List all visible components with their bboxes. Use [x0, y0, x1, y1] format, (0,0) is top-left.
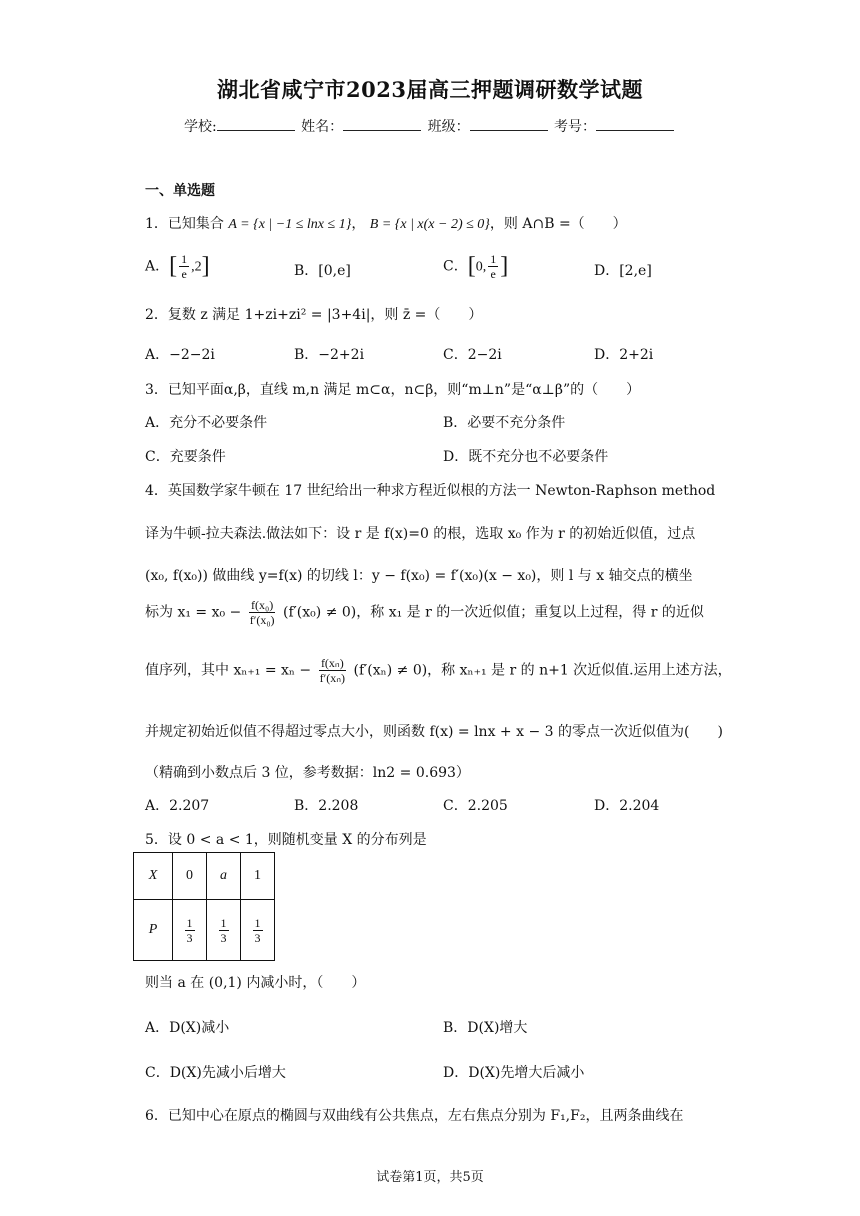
- set-a: A = {x | −1 ≤ lnx ≤ 1}: [228, 217, 352, 232]
- fraction-1-over-e: $\frac{1}{e}$: [181, 252, 188, 281]
- question-6-stem: 6．已知中心在原点的椭圆与双曲线有公共焦点，左右焦点分别为 F₁,F₂，且两条曲线在: [145, 1108, 684, 1124]
- q3-option-d[interactable]: D．既不充分也不必要条件: [443, 449, 609, 465]
- question-4-line-1: 4．英国数学家牛顿在 17 世纪给出一种求方程近似根的方法一 Newton-Raphson method: [145, 483, 716, 499]
- table-header-cell: X: [134, 853, 173, 900]
- question-4-line-7: （精确到小数点后 3 位，参考数据：ln2 = 0.693）: [145, 765, 470, 781]
- question-4-line-4: 标为 x₁ = x₀ − $\frac{\text{f(x₀)}}{\text{f′(x₀)}}$ (f′(x₀) ≠ 0)，称 x₁ 是 r 的一次近似值；重复以上过程，得 r 的近似: [145, 598, 704, 627]
- q4-option-c[interactable]: C．2.205: [443, 798, 508, 814]
- student-info-line: [0, 116, 860, 136]
- exam-no-blank[interactable]: [596, 117, 674, 131]
- table-header-cell: a: [207, 853, 241, 900]
- q1-option-a[interactable]: A．[ $\frac{1}{e}$ ,2]: [145, 252, 210, 281]
- newton-fraction-xn: $\frac{\text{f(xₙ)}}{\text{f′(xₙ)}}$: [319, 656, 346, 685]
- class-blank[interactable]: [470, 117, 548, 131]
- question-5-stem: 5．设 0 < a < 1，则随机变量 X 的分布列是: [145, 832, 427, 848]
- question-5-after: 则当 a 在 (0,1) 内减小时，（ ）: [145, 975, 366, 991]
- q4-option-b[interactable]: B．2.208: [294, 798, 359, 814]
- table-cell-prob: $\frac{1}{3}$: [241, 900, 275, 961]
- q3-option-a[interactable]: A．充分不必要条件: [145, 415, 268, 431]
- table-header-cell: 0: [173, 853, 207, 900]
- q5-option-c[interactable]: C．D(X)先减小后增大: [145, 1065, 286, 1081]
- question-4-line-3: (x₀, f(x₀)) 做曲线 y=f(x) 的切线 l：y − f(x₀) = f′(x₀)(x − x₀)，则 l 与 x 轴交点的横坐: [145, 568, 693, 584]
- q5-option-b[interactable]: B．D(X)增大: [443, 1020, 528, 1036]
- q2-option-c[interactable]: C．2−2i: [443, 347, 502, 363]
- table-row-label: P: [134, 900, 173, 961]
- question-1-stem: 1．已知集合 A = {x | −1 ≤ lnx ≤ 1}， B = {x | x(x − 2) ≤ 0}，则 A∩B =（ ）: [145, 216, 627, 232]
- newton-fraction-x0: $\frac{\text{f(x₀)}}{\text{f′(x₀)}}$: [249, 598, 275, 627]
- question-2-stem: 2．复数 z 满足 1+zi+zi² = |3+4i|，则 z̄ =（ ）: [145, 307, 483, 323]
- q5-option-d[interactable]: D．D(X)先增大后减小: [443, 1065, 585, 1081]
- q2-option-b[interactable]: B．−2+2i: [294, 347, 365, 363]
- name-label: 姓名：: [301, 119, 344, 135]
- school-blank[interactable]: [217, 117, 295, 131]
- q1-option-d[interactable]: D．[2,e]: [594, 263, 652, 279]
- q3-option-c[interactable]: C．充要条件: [145, 449, 226, 465]
- exam-no-label: 考号：: [554, 119, 597, 135]
- q2-option-a[interactable]: A．−2−2i: [145, 347, 215, 363]
- q1-option-b[interactable]: B．[0,e]: [294, 263, 351, 279]
- fraction-1-over-e: $\frac{1}{e}$: [490, 252, 497, 281]
- q2-option-d[interactable]: D．2+2i: [594, 347, 654, 363]
- table-cell-prob: $\frac{1}{3}$: [207, 900, 241, 961]
- page-footer: 试卷第1页，共5页: [376, 1170, 484, 1185]
- name-blank[interactable]: [343, 117, 421, 131]
- table-cell-prob: $\frac{1}{3}$: [173, 900, 207, 961]
- page-title: 湖北省咸宁市2023届高三押题调研数学试题: [217, 77, 643, 102]
- class-label: 班级：: [427, 119, 470, 135]
- q5-option-a[interactable]: A．D(X)减小: [145, 1020, 230, 1036]
- question-4-line-5: 值序列，其中 xₙ₊₁ = xₙ − $\frac{\text{f(xₙ)}}{\text{f′(xₙ)}}$ (f′(xₙ) ≠ 0)，称 xₙ₊₁ 是 r 的 n+1 次近似值.运用上述方法，: [145, 656, 732, 685]
- q4-option-a[interactable]: A．2.207: [145, 798, 210, 814]
- q3-option-b[interactable]: B．必要不充分条件: [443, 415, 566, 431]
- school-label: 学校:: [183, 119, 217, 135]
- set-b: B = {x | x(x − 2) ≤ 0}: [369, 217, 490, 232]
- question-4-line-6: 并规定初始近似值不得超过零点大小，则函数 f(x) = lnx + x − 3 的零点一次近似值为( ): [145, 724, 723, 740]
- question-3-stem: 3．已知平面α,β，直线 m,n 满足 m⊂α，n⊂β，则“m⊥n”是“α⊥β”的（ ）: [145, 382, 641, 398]
- distribution-table: [133, 852, 275, 961]
- table-header-cell: 1: [241, 853, 275, 900]
- q1-option-c[interactable]: C．[0, $\frac{1}{e}$ ]: [443, 252, 509, 281]
- section-heading: 一、单选题: [145, 183, 215, 199]
- q4-option-d[interactable]: D．2.204: [594, 798, 660, 814]
- question-4-line-2: 译为牛顿-拉夫森法.做法如下：设 r 是 f(x)=0 的根，选取 x₀ 作为 r 的初始近似值，过点: [145, 526, 696, 542]
